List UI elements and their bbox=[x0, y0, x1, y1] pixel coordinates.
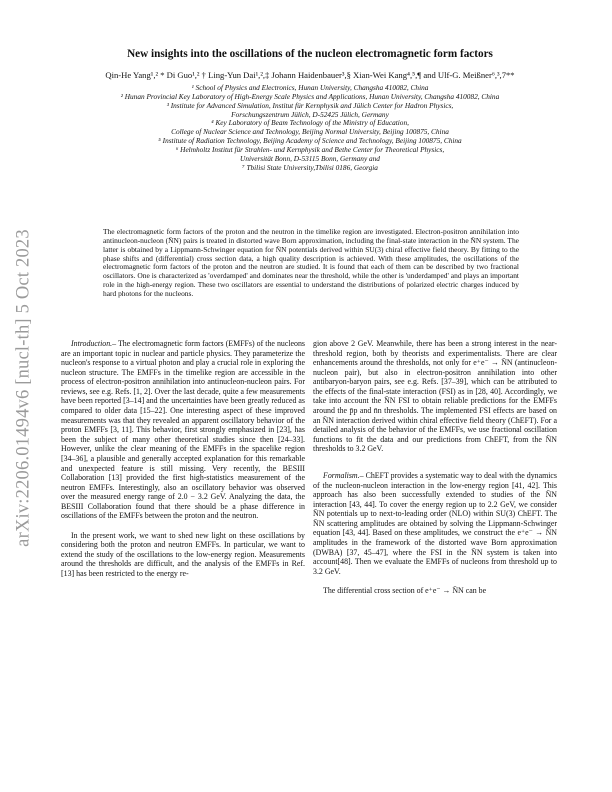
left-text-column bbox=[61, 339, 305, 578]
body-paragraph bbox=[61, 339, 305, 521]
paragraph-text: ChEFT provides a systematic way to deal with the dynamics of the nucleon-nucleon interaction in the low-energy region [41, 42]. This approach has also been successfully extended to studies of the N̄N interaction [43, 44]. To cover the energy region up to 2.2 GeV, we consider N̄N potentials up to next-to-leading order (NLO) within SU(3) ChEFT. The N̄N scattering amplitudes are obtained by solving the Lippmann-Schwinger equation [43, 44]. Based on these amplitudes, we construct the e⁺e⁻ → N̄N amplitudes in the framework of the distorted wave Born approximation (DWBA) [37, 45–47], where the FSI in the N̄N system is taken into account[48]. Then we evaluate the EMFFs of nucleons from threshold up to 3.2 GeV. bbox=[313, 470, 557, 576]
section-heading-introduction: Introduction.– bbox=[71, 339, 117, 348]
body-paragraph bbox=[313, 339, 557, 454]
body-paragraph bbox=[61, 531, 305, 579]
body-paragraph bbox=[313, 471, 557, 576]
abstract: The electromagnetic form factors of the proton and the neutron in the timelike region are investigated. Electron-positron annihilation into antinucleon-nucleon (N̄N) pairs is treated in distorted wave Born approximation, including the final-state interaction in the N̄N system. The latter is obtained by a Lippmann-Schwinger equation for N̄N potentials derived within SU(3) chiral effective field theory. By fitting to the phase shifts and (differential) cross section data, a high quality description is achieved. With these amplitudes, the oscillations of the electromagnetic form factors of the proton and the neutron are studied. It is found that each of them can be described by two fractional oscillators. One is characterized as 'overdamped' and dominates near the threshold, while the other is 'underdamped' and plays an important role in the high-energy region. These two oscillators are essential to understand the distributions of polarized electric charges induced by hard photons for the nucleons. bbox=[103, 227, 519, 298]
paragraph-text: The electromagnetic form factors (EMFFs) of the nucleons are an important topic in nuclear and particle physics. They parameterize the nucleon's response to a virtual photon and play a crucial role in exploring the nucleon structure. The EMFFs in the timelike region are accessible in the process of electron-positron annihilation into antinucleon-nucleon pairs. For reviews, see e.g. Refs. [1, 2]. Over the last decade, quite a few measurements have been reported [3–14] and the uncertainties have been greatly reduced as compared to older data [15–22]. One interesting aspect of these improved measurements was that they revealed an apparent oscillatory behavior of the proton EMFFs [3, 11]. This behavior, first strongly emphasized in [23], has been the subject of many other theoretical studies since then [24–33]. However, unlike the clear meaning of the EMFFs in the spacelike region [34–36], a plausible and generally accepted explanation for this remarkable and unexpected feature is still missing. Very recently, the BESIII Collaboration [13] provided the first high-statistics measurement of the neutron EMFFs. Interestingly, also an oscillatory behavior was observed over the measured energy range of 2.0 − 3.2 GeV. Analyzing the data, the BESIII Collaboration found that there should be a phase difference in oscillations of the EMFFs between the proton and the neutron. bbox=[61, 339, 305, 521]
paper-title: New insights into the oscillations of the nucleon electromagnetic form factors bbox=[127, 48, 493, 60]
paragraph-text: gion above 2 GeV. Meanwhile, there has been a strong interest in the near-threshold region, both by theorists and experimentalists. There are clear enhancements around the thresholds, not only for e⁺e⁻ → N̄N (antinucleon-nucleon pair), but also in electron-positron annihilation into other antibaryon-baryon pairs, see e.g. Refs. [37–39], which can be attributed to the effects of the final-state interaction (FSI) as in [28, 40]. Accordingly, we take into account the N̄N FSI to obtain reliable predictions for the EMFFs around the p̄p and n̄n thresholds. The implemented FSI effects are based on an N̄N interaction derived within chiral effective field theory (ChEFT). For a detailed analysis of the behavior of the EMFFs, we use fractional oscillation functions to fit the data and our predictions from ChEFT, from the N̄N thresholds to 3.2 GeV. bbox=[313, 339, 557, 454]
arxiv-identifier-text: arXiv:2206.01494v6 [nucl-th] 5 Oct 2023 bbox=[13, 229, 34, 547]
paragraph-text: In the present work, we want to shed new light on these oscillations by considering both the proton and neutron EMFFs. In particular, we want to extend the study of the oscillations to the low-energy region. Measurements around the thresholds are difficult, and the analysis of the EMFFs in Ref. [13] has been restricted to the energy re- bbox=[61, 530, 305, 578]
affiliation-line: ⁵ Institute of Radiation Technology, Beijing Academy of Science and Technology, Beijing 100875, China bbox=[158, 136, 462, 146]
body-paragraph bbox=[313, 586, 557, 596]
right-text-column bbox=[313, 339, 557, 595]
affiliation-line: College of Nuclear Science and Technology, Beijing Normal University, Beijing 100875, China bbox=[171, 127, 449, 137]
affiliation-line: ⁷ Tbilisi State University,Tbilisi 0186, Georgia bbox=[242, 162, 378, 172]
affiliation-line: ¹ School of Physics and Electronics, Hunan University, Changsha 410082, China bbox=[191, 83, 429, 92]
affiliation-list bbox=[60, 84, 560, 172]
paragraph-text: The differential cross section of e⁺e⁻ → N̄N can be bbox=[323, 585, 487, 595]
author-list: Qin-He Yang¹,² * Di Guo¹,² † Ling-Yun Dai¹,²,‡ Johann Haidenbauer³,§ Xian-Wei Kang⁴,⁵,¶ and Ulf-G. Meißner⁶,³,7** bbox=[105, 70, 515, 80]
arxiv-identifier-stamp bbox=[0, 0, 40, 792]
affiliation-line: ⁶ Helmholtz Institut für Strahlen- und Kernphysik and Bethe Center for Theoretical Physics, bbox=[175, 144, 445, 154]
affiliation-line: Forschungszentrum Jülich, D-52425 Jülich, Germany bbox=[231, 109, 389, 119]
affiliation-line: ³ Institute for Advanced Simulation, Institut für Kernphysik and Jülich Center for Hadron Physics, bbox=[166, 100, 454, 110]
affiliation-line: ⁴ Key Laboratory of Beam Technology of the Ministry of Education, bbox=[211, 118, 409, 128]
section-heading-formalism: Formalism.– bbox=[323, 470, 364, 480]
affiliation-line: ² Hunan Provincial Key Laboratory of High-Energy Scale Physics and Applications, Hunan University, Changsha 410082, China bbox=[120, 91, 500, 101]
affiliation-line: Universität Bonn, D-53115 Bonn, Germany and bbox=[240, 153, 380, 163]
